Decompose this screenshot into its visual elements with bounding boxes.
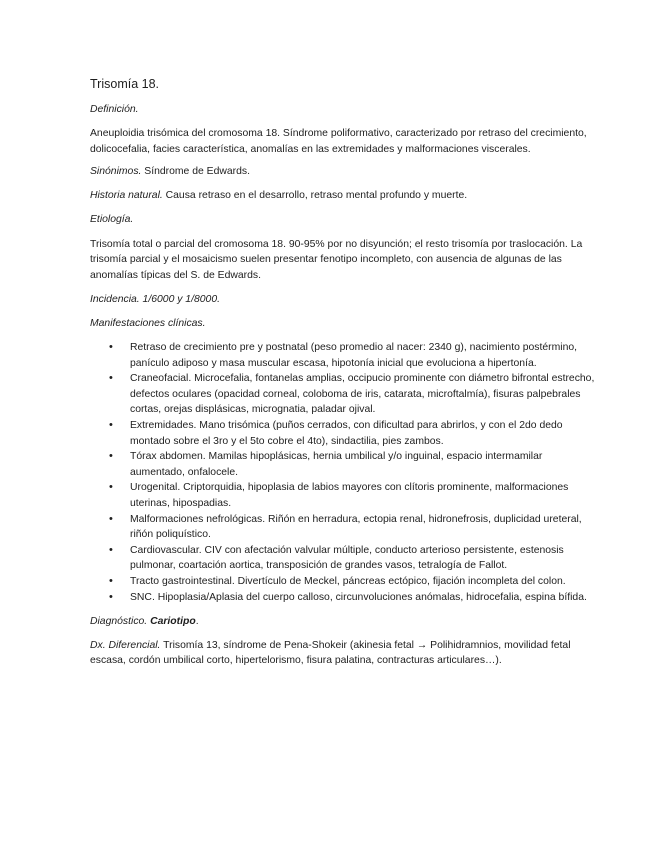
diagnostico-tail: .: [195, 615, 199, 627]
list-item: • Tórax abdomen. Mamilas hipoplásicas, hernia umbilical y/o inguinal, espacio intermamilar aumentado, onfalocele.: [130, 449, 595, 480]
manifestaciones-heading: Manifestaciones clínicas.: [90, 317, 206, 329]
sinonimos-text: Síndrome de Edwards.: [141, 166, 250, 178]
etiologia-heading: Etiología.: [90, 214, 134, 226]
historia-paragraph: [90, 188, 595, 204]
list-item: • Urogenital. Criptorquidia, hipoplasia de labios mayores con clítoris prominente, malformaciones uterinas, hipospadias.: [130, 480, 595, 511]
diagnostico-paragraph: [90, 614, 595, 630]
list-item: • Extremidades. Mano trisómica (puños cerrados, con dificultad para abrirlos, y con el 2do dedo montado sobre el 3ro y el 5to cobre el 4to), sindactilia, pies zambos.: [130, 418, 595, 449]
incidencia-text: Incidencia. 1/6000 y 1/8000.: [90, 293, 220, 305]
diferencial-label: Dx. Diferencial.: [90, 639, 161, 651]
diagnostico-value: Cariotipo: [150, 615, 196, 627]
diferencial-text: Trisomía 13, síndrome de Pena-Shokeir (akinesia fetal → Polihidramnios, movilidad fetal escasa, cordón umbilical corto, hipertelorismo, fisura palatina, contracturas articulares…).: [90, 639, 571, 667]
list-item: • SNC. Hipoplasia/Aplasia del cuerpo calloso, circunvoluciones anómalas, hidrocefalia, espina bífida.: [130, 590, 595, 606]
etiologia-text: Trisomía total o parcial del cromosoma 18. 90-95% por no disyunción; el resto trisomía por traslocación. La trisomía parcial y el mosaicismo suelen presentar fenotipo incompleto, con ausencia de algunas de las anomalías típicas del S. de Edwards.: [90, 238, 583, 281]
manifestaciones-list: [90, 340, 595, 605]
list-item: • Cardiovascular. CIV con afectación valvular múltiple, conducto arterioso persistente, estenosis pulmonar, coartación aortica, transposición de grandes vasos, tetralogía de Fallot.: [130, 543, 595, 574]
list-item: • Retraso de crecimiento pre y postnatal (peso promedio al nacer: 2340 g), nacimiento postérmino, panículo adiposo y masa muscular escasa, hipotonía inicial que evoluciona a hipertonía.: [130, 340, 595, 371]
list-item: • Tracto gastrointestinal. Divertículo de Meckel, páncreas ectópico, fijación incompleta del colon.: [130, 574, 595, 590]
list-item: • Malformaciones nefrológicas. Riñón en herradura, ectopia renal, hidronefrosis, duplicidad ureteral, riñón poliquístico.: [130, 512, 595, 543]
historia-label: Historia natural.: [90, 190, 163, 202]
historia-text: Causa retraso en el desarrollo, retraso mental profundo y muerte.: [162, 190, 468, 202]
definicion-text: Aneuploidia trisómica del cromosoma 18. Síndrome poliformativo, caracterizado por retraso del crecimiento, dolicocefalia, facies característica, anomalías en las extremidades y malformaciones viscerales.: [90, 128, 587, 155]
definicion-heading: Definición.: [90, 104, 139, 115]
diagnostico-label: Diagnóstico.: [90, 615, 148, 627]
sinonimos-label: Sinónimos.: [90, 166, 142, 178]
sinonimos-paragraph: [90, 164, 595, 180]
page-title: Trisomía 18.: [90, 77, 160, 91]
list-item: • Craneofacial. Microcefalia, fontanelas amplias, occipucio prominente con diámetro bifrontal estrecho, defectos oculares (opacidad corneal, coloboma de iris, catarata, microftalmía), fisuras palpebrales cortas, orejas displásicas, micrognatia, paladar ojival.: [130, 371, 595, 418]
diferencial-paragraph: [90, 638, 595, 669]
